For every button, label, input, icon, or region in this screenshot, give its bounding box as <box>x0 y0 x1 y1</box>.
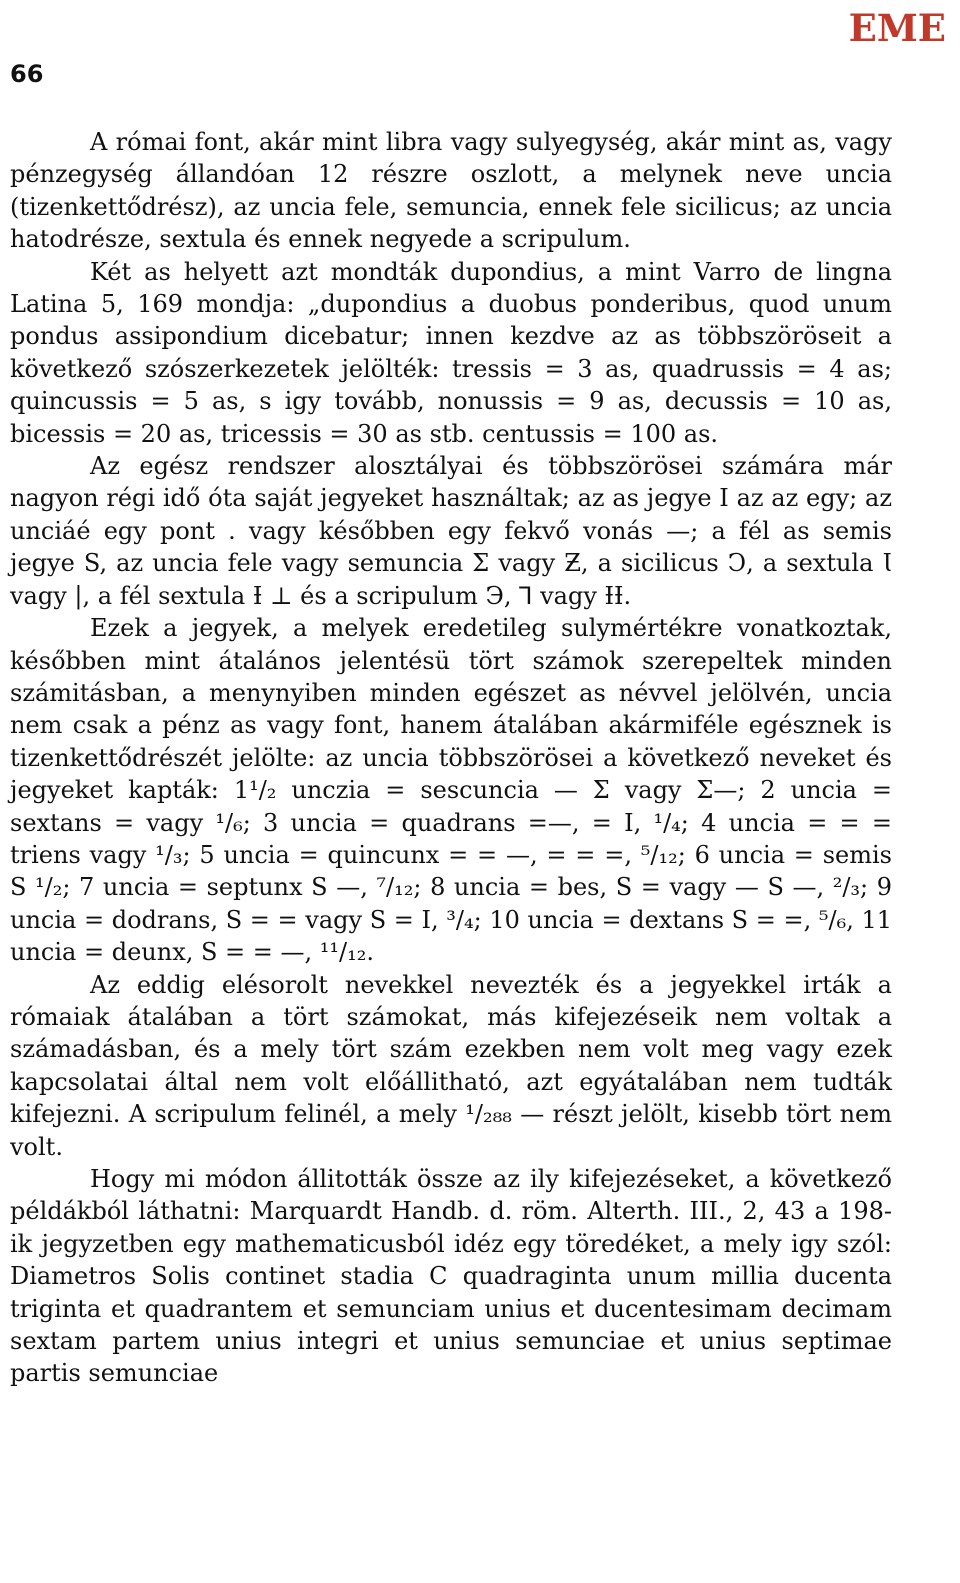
page-number: 66 <box>10 60 44 88</box>
paragraph: Az egész rendszer alosztályai és többszörösei számára már nagyon régi idő óta saját jegyeket használtak; az as jegye I az az egy; az unciáé egy pont . vagy későbben egy fekvő vonás —; a fél as semis jegye S, az uncia fele vagy semuncia Σ vagy Ƶ, a sicilicus Ͻ, a sextula Ɩ vagy |, a fél sextula Ɨ ⊥ és a scripulum Э, ⅂ vagy ƗƗ. <box>10 452 892 610</box>
paragraph: Két as helyett azt mondták dupondius, a mint Varro de lingna Latina 5, 169 mondja: „dupondius a duobus ponderibus, quod unum pondus assipondium dicebatur; innen kezdve az as többszöröseit a következő szószerkezetek jelölték: tressis = 3 as, quadrussis = 4 as; quincussis = 5 as, s igy tovább, nonussis = 9 as, decussis = 10 as, bicessis = 20 as, tricessis = 30 as stb. centussis = 100 as. <box>10 257 892 448</box>
paragraph: A római font, akár mint libra vagy sulyegység, akár mint as, vagy pénzegység állandóan 12 részre oszlott, a melynek neve uncia (tizenkettődrész), az uncia fele, semuncia, ennek fele sicilicus; az uncia hatodrésze, sextula és ennek negyede a scripulum. <box>10 128 892 254</box>
paragraph: Ezek a jegyek, a melyek eredetileg sulymértékre vonatkoztak, későbben mint átalános jelentésü tört számok szerepeltek minden számitásban, a menynyiben minden egészet as névvel jelölvén, uncia nem csak a pénz as vagy font, hanem átalában akármiféle egésznek is tizenkettődrészét jelölte: az uncia többszörösei a következő neveket és jegyeket kapták: 1¹/₂ unczia = sescuncia — Σ vagy Σ—; 2 uncia = sextans = vagy ¹/₆; 3 uncia = quadrans =—, = I, ¹/₄; 4 uncia = = = triens vagy ¹/₃; 5 uncia = quincunx = = —, = = =, ⁵/₁₂; 6 uncia = semis S ¹/₂; 7 uncia = septunx S —, ⁷/₁₂; 8 uncia = bes, S = vagy — S —, ²/₃; 9 uncia = dodrans, S = = vagy S = I, ³/₄; 10 uncia = dextans S = =, ⁵/₆, 11 uncia = deunx, S = = —, ¹¹/₁₂. <box>10 614 892 967</box>
paragraph: Hogy mi módon állitották össze az ily kifejezéseket, a következő példákból láthatni: Marquardt Handb. d. röm. Alterth. III., 2, 43 a 198-ik jegyzetben egy mathematicusból idéz egy töredéket, a mely igy szól: Diametros Solis continet stadia C quadraginta unum millia ducenta triginta et quadrantem et semunciam unius et ducentesimam decimam sextam partem unius integri et unius semunciae et unius septimae partis semunciae <box>10 1165 892 1388</box>
body-text <box>10 126 892 1390</box>
paragraph: Az eddig elésorolt nevekkel nevezték és a jegyekkel irták a rómaiak átalában a tört számokat, más kifejezéseik nem voltak a számadásban, és a mely tört szám ezekben nem volt meg vagy ezek kapcsolatai által nem volt előállitható, azt egyátalában nem tudták kifejezni. A scripulum felinél, a mely ¹/₂₈₈ — részt jelölt, kisebb tört nem volt. <box>10 970 892 1161</box>
eme-logo: EME <box>848 6 946 50</box>
